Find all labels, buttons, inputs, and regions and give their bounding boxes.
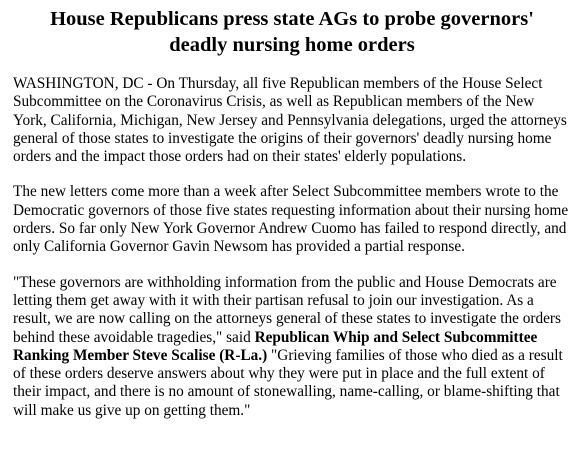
headline: House Republicans press state AGs to probe governors' deadly nursing home orders <box>50 8 534 56</box>
quote-part-1: "These governors are withholding information from the public and House Democrats are letting them get away with it with their partisan refusal to join our investigation. As a result, we are now calling on the attorneys general of these states to investigate the orders behind these avoidable tragedies," said <box>13 273 561 346</box>
speaker-name: Republican Whip and Select Subcommittee Ranking Member Steve Scalise (R-La.) <box>13 328 538 364</box>
paragraph-3 <box>13 274 571 420</box>
paragraph-1: WASHINGTON, DC - On Thursday, all five Republican members of the House Select Subcommittee on the Coronavirus Crisis, as well as Republican members of the New York, California, Michigan, New Jersey and Pennsylvania delegations, urged the attorneys general of those states to investigate the origins of their governors' deadly nursing home orders and the impact those orders had on their states' elderly populations. <box>13 75 567 166</box>
paragraph-2: The new letters come more than a week after Select Subcommittee members wrote to the Democratic governors of those five states requesting information about their nursing home orders. So far only New York Governor Andrew Cuomo has failed to respond directly, and only California Governor Gavin Newsom has provided a partial response. <box>13 183 569 256</box>
quote-part-2: "Grieving families of those who died as a result of these orders deserve answers about why they were put in place and the full extent of their impact, and there is no amount of stonewalling, name-calling, or blame-shifting that will make us give up on getting them." <box>13 346 563 419</box>
